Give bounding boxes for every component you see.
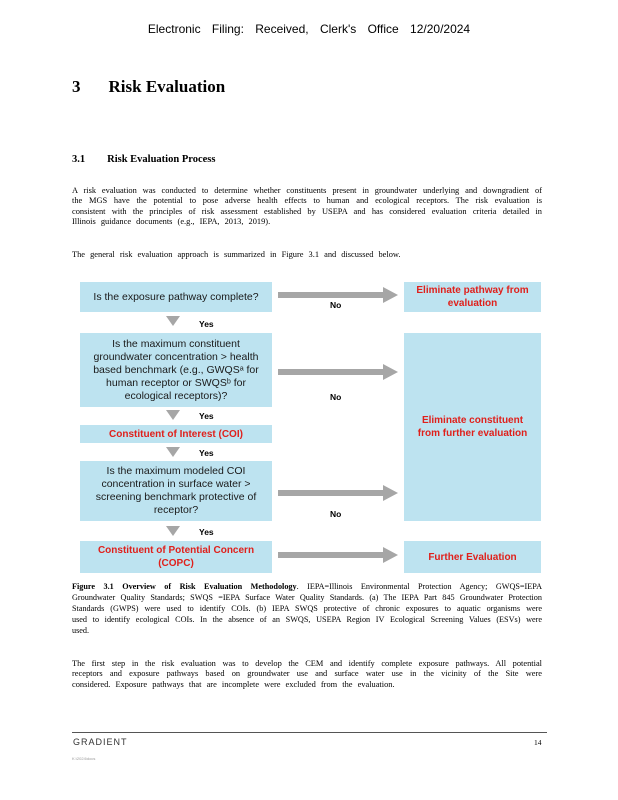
- yes-label-3: Yes: [199, 448, 214, 458]
- down-arrow-4: [166, 526, 180, 536]
- no-arrow-2: [278, 364, 398, 380]
- yes-label-2: Yes: [199, 411, 214, 421]
- down-arrow-1: [166, 316, 180, 326]
- section-number: 3: [72, 77, 81, 96]
- arrow-to-further-evaluation: [278, 547, 398, 563]
- file-path: K:\2024\docs: [72, 756, 96, 761]
- question-groundwater-benchmark: Is the maximum constituent groundwater concentration > health based benchmark (e.g., GWQSᵃ for human receptor or SWQSᵇ for ecological receptors)?: [80, 333, 272, 407]
- copc-box: Constituent of Potential Concern (COPC): [80, 541, 272, 573]
- section-title: Risk Evaluation: [108, 77, 226, 96]
- no-label-1: No: [330, 300, 342, 310]
- gradient-logo: GRADIENT: [73, 737, 128, 747]
- yes-label-1: Yes: [199, 319, 214, 329]
- result-eliminate-constituent: Eliminate constituent from further evaluation: [404, 333, 541, 521]
- down-arrow-2: [166, 410, 180, 420]
- subsection-title: Risk Evaluation Process: [107, 154, 216, 165]
- result-eliminate-pathway: Eliminate pathway from evaluation: [404, 282, 541, 312]
- question-exposure-pathway: Is the exposure pathway complete?: [80, 282, 272, 312]
- result-further-evaluation: Further Evaluation: [404, 541, 541, 573]
- subsection-number: 3.1: [72, 154, 86, 165]
- yes-label-4: Yes: [199, 527, 214, 537]
- down-arrow-3: [166, 447, 180, 457]
- figure-caption: [72, 581, 542, 636]
- no-label-2: No: [330, 392, 342, 402]
- question-surface-water-benchmark: Is the maximum modeled COI concentration in surface water > screening benchmark protective of receptor?: [80, 461, 272, 521]
- no-label-3: No: [330, 509, 342, 519]
- first-step-paragraph: The first step in the risk evaluation was to develop the CEM and identify complete exposure pathways. All potential receptors and exposure pathways based on groundwater use and surface water use in the vicinity of the Site were considered. Exposure pathways that are incomplete were excluded from the evaluation.: [72, 659, 542, 689]
- caption-text: . IEPA=Illinois Environmental Protection Agency; GWQS=IEPA Groundwater Quality Standards; SWQS =IEPA Surface Water Quality Standards. (a) The IEPA Part 845 Groundwater Protection Standards (GWPS) were used to identify COIs. (b) IEPA SWQS protective of chronic exposures to aquatic organisms were used to identify ecological COIs. In the absence of an SWQS, USEPA Region IV Ecological Screening Values (ESVs) were used.: [72, 582, 542, 635]
- caption-label: Figure 3.1 Overview of Risk Evaluation Methodology: [72, 582, 297, 591]
- filing-stamp: Electronic Filing: Received, Clerk's Office 12/20/2024: [147, 22, 471, 36]
- footer-divider: [72, 732, 547, 733]
- coi-box: Constituent of Interest (COI): [80, 425, 272, 443]
- no-arrow-3: [278, 485, 398, 501]
- summary-paragraph: The general risk evaluation approach is summarized in Figure 3.1 and discussed below.: [72, 250, 401, 259]
- page-number: 14: [534, 738, 542, 747]
- intro-paragraph: A risk evaluation was conducted to determine whether constituents present in groundwater underlying and downgradient of the MGS have the potential to pose adverse health effects to human and ecological receptors. The risk evaluation is consistent with the principles of risk assessment established by USEPA and has considered evaluation criteria detailed in Illinois guidance documents (e.g., IEPA, 2013, 2019).: [72, 186, 542, 227]
